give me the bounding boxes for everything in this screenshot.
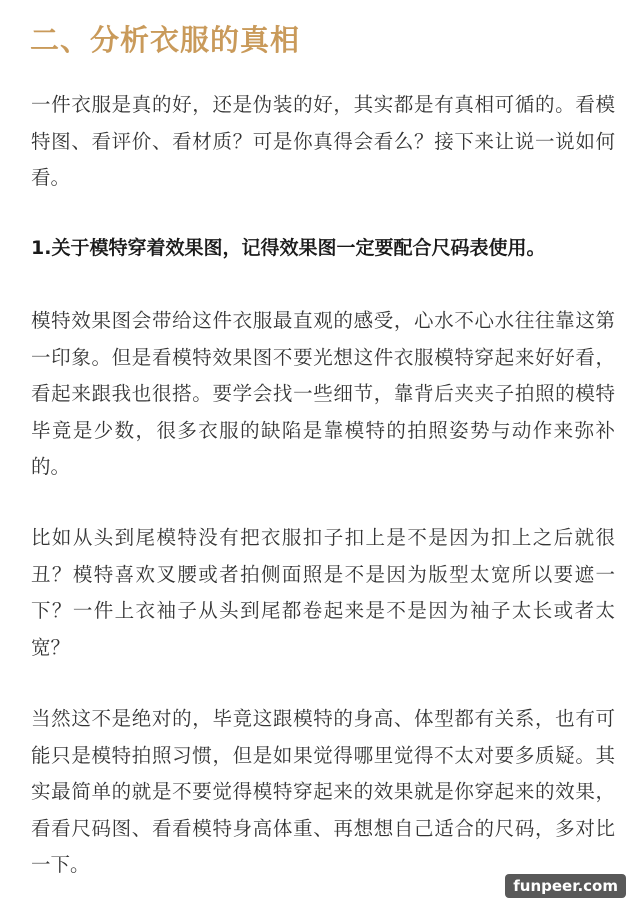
intro-paragraph: 一件衣服是真的好，还是伪装的好，其实都是有真相可循的。看模特图、看评价、看材质？可是你真得会看么？接下来让说一说如何看。	[31, 93, 615, 189]
subsection-heading: 1.关于模特穿着效果图，记得效果图一定要配合尺码表使用。	[31, 237, 546, 259]
site-watermark: funpeer.com	[505, 874, 626, 898]
body-paragraph-2: 比如从头到尾模特没有把衣服扣子扣上是不是因为扣上之后就很丑？模特喜欢叉腰或者拍侧面照是不是因为版型太宽所以要遮一下？一件上衣袖子从头到尾都卷起来是不是因为袖子太长或者太宽？	[31, 526, 615, 659]
body-paragraph-1: 模特效果图会带给这件衣服最直观的感受，心水不心水往往靠这第一印象。但是看模特效果图不要光想这件衣服模特穿起来好好看，看起来跟我也很搭。要学会找一些细节，靠背后夹夹子拍照的模特毕竟是少数，很多衣服的缺陷是靠模特的拍照姿势与动作来弥补的。	[31, 309, 615, 478]
section-heading: 二、分析衣服的真相	[30, 23, 301, 57]
body-paragraph-3: 当然这不是绝对的，毕竟这跟模特的身高、体型都有关系，也有可能只是模特拍照习惯，但是如果觉得哪里觉得不太对要多质疑。其实最简单的就是不要觉得模特穿起来的效果就是你穿起来的效果，看看尺码图、看看模特身高体重、再想想自己适合的尺码，多对比一下。	[31, 707, 615, 876]
